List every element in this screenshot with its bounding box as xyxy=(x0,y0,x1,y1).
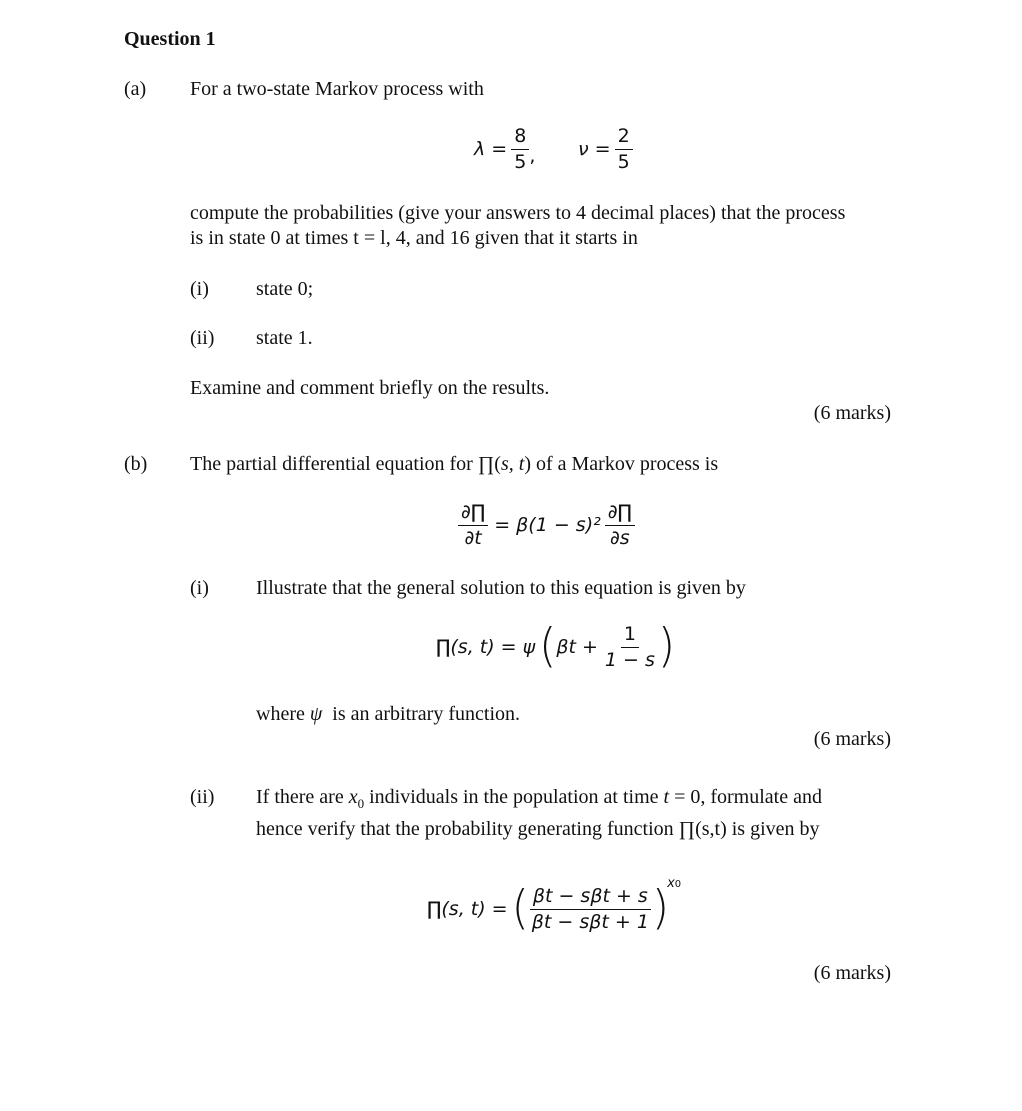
general-solution xyxy=(436,620,676,674)
part-a-sub-i-text: state 0; xyxy=(256,278,314,300)
part-b-ii-line2: hence verify that the probability generating function ∏(s,t) is given by xyxy=(256,818,820,840)
part-b-intro-post: ) of a Markov process is xyxy=(524,453,719,475)
part-b-label: (b) xyxy=(124,453,148,475)
pgf-right-paren: ) xyxy=(651,882,670,936)
general-solution-lhs: ∏(s, t) = ψ xyxy=(436,636,536,659)
pgf-exponent xyxy=(667,876,681,891)
pde-rhs-denominator: ∂s xyxy=(609,526,630,549)
part-b-ii-label: (ii) xyxy=(190,786,215,808)
ii-line1-c: = 0, formulate and xyxy=(669,786,822,808)
nu-symbol: ν = xyxy=(578,138,611,161)
lambda-symbol: λ = xyxy=(474,138,508,161)
ii-line1-a: If there are xyxy=(256,786,349,808)
ii-line1-b: individuals in the population at time xyxy=(364,786,664,808)
part-a-para-line2: is in state 0 at times t = l, 4, and 16 given that it starts in xyxy=(190,227,638,249)
pde-rhs-numerator: ∂∏ xyxy=(605,502,635,526)
nu-numerator: 2 xyxy=(615,126,633,150)
question-title: Question 1 xyxy=(124,28,216,50)
pgf-fraction xyxy=(529,886,652,933)
pde-lhs-denominator: ∂t xyxy=(464,526,482,549)
pde-lhs-numerator: ∂∏ xyxy=(458,502,488,526)
nu-fraction xyxy=(615,126,633,173)
part-a-intro: For a two-state Markov process with xyxy=(190,78,484,100)
lambda-denominator: 5 xyxy=(514,150,527,173)
part-b-i-marks: (6 marks) xyxy=(813,728,891,750)
general-solution-denominator: 1 − s xyxy=(604,648,655,671)
part-a-examine: Examine and comment briefly on the results. xyxy=(190,377,550,399)
ii-line1-x: x xyxy=(348,786,358,808)
general-solution-fraction xyxy=(602,624,658,671)
nu-equation xyxy=(578,126,633,173)
pgf-numerator: βt − sβt + s xyxy=(530,886,651,910)
part-b-intro-pre: The partial differential equation for ∏( xyxy=(190,453,501,475)
nu-denominator: 5 xyxy=(617,150,630,173)
pgf-equation xyxy=(427,875,683,936)
lambda-equation xyxy=(474,126,535,173)
ii-line1-xsub: 0 xyxy=(357,796,365,811)
part-a-para-line1: compute the probabilities (give your answers to 4 decimal places) that the process xyxy=(190,202,846,224)
part-b-i-label: (i) xyxy=(190,577,209,599)
pde-middle-term: = β(1 − s)² xyxy=(494,514,601,537)
where-post: is an arbitrary function. xyxy=(322,703,520,725)
general-solution-inner: βt + xyxy=(556,636,598,659)
lambda-comma: , xyxy=(529,145,536,168)
part-b-ii-marks: (6 marks) xyxy=(813,962,891,984)
pgf-exponent-x: x xyxy=(667,875,675,891)
pgf-left-paren: ( xyxy=(511,882,529,936)
part-a-sub-ii-text: state 1. xyxy=(256,327,313,349)
pde-equation xyxy=(458,502,635,549)
where-text xyxy=(256,703,520,726)
pgf-exponent-sub: 0 xyxy=(674,878,682,890)
where-pre: where xyxy=(256,703,310,725)
part-b-ii-line1 xyxy=(256,786,822,809)
where-psi: ψ xyxy=(309,703,323,725)
lambda-numerator: 8 xyxy=(511,126,529,150)
part-b-intro xyxy=(190,453,718,476)
part-a-label: (a) xyxy=(124,78,147,100)
part-a-marks: (6 marks) xyxy=(813,402,891,424)
lambda-fraction xyxy=(511,126,529,173)
pgf-denominator: βt − sβt + 1 xyxy=(531,910,649,933)
left-paren: ( xyxy=(539,620,557,674)
ii-line1-t: t xyxy=(663,786,670,808)
part-b-intro-vars: s, t xyxy=(500,453,525,475)
part-b-i-text: Illustrate that the general solution to this equation is given by xyxy=(256,577,746,599)
pde-rhs-fraction xyxy=(605,502,635,549)
pde-lhs-fraction xyxy=(458,502,488,549)
general-solution-numerator: 1 xyxy=(621,624,639,648)
pgf-lhs: ∏(s, t) = xyxy=(427,898,508,921)
part-a-sub-i-label: (i) xyxy=(190,278,209,300)
right-paren: ) xyxy=(657,620,676,674)
part-a-sub-ii-label: (ii) xyxy=(190,327,215,349)
